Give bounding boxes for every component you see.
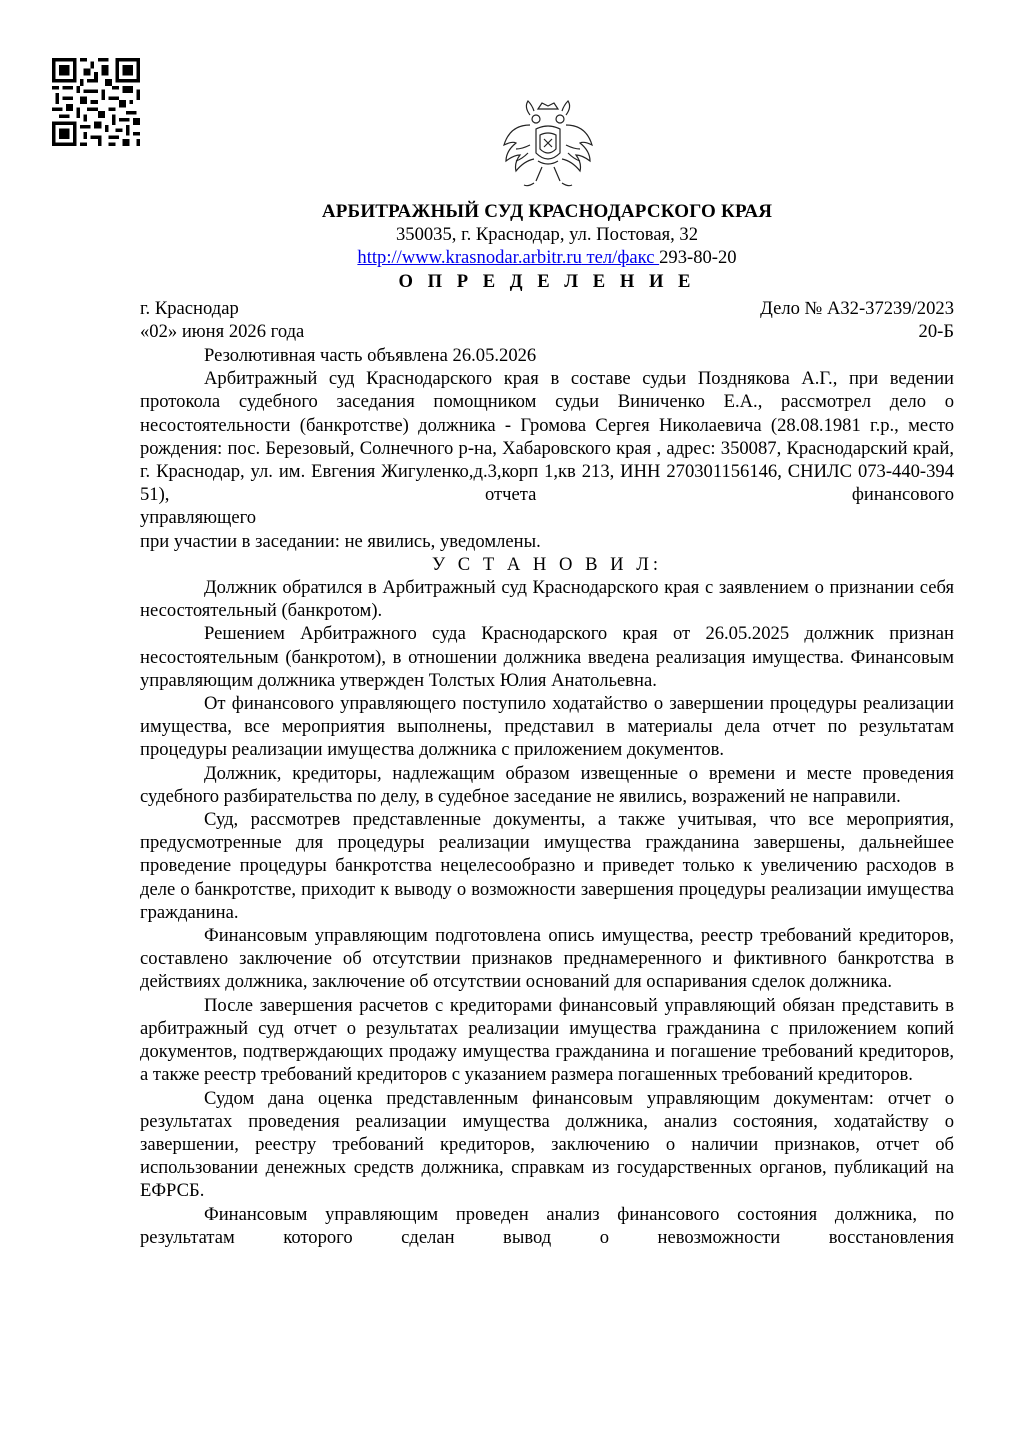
paragraph-decision: Решением Арбитражного суда Краснодарского края от 26.05.2025 должник признан несостоятельным (банкротом), в отношении должника введена реализация имущества. Финансовым управляющим должника утвержден Толстых Юлия Анатольевна. [140, 623, 954, 691]
paragraph-inventory: Финансовым управляющим подготовлена опись имущества, реестр требований кредиторов, составлено заключение об отсутствии признаков преднамеренного и фиктивного банкротства в действиях должника, заключение об отсутствии оснований для оспаривания сделок должника. [140, 925, 954, 993]
court-address: 350035, г. Краснодар, ул. Постовая, 32 [395, 224, 699, 246]
paragraph-petition: От финансового управляющего поступило ходатайство о завершении процедуры реализации имущества, все мероприятия выполнены, представил в материалы дела отчет по результатам процедуры реализации имущества должника с приложением документов. [140, 693, 954, 761]
document-body [140, 344, 954, 1249]
paragraph-attendance: при участии в заседании: не явились, уведомлены. [140, 530, 541, 552]
paragraph-financial-analysis: Финансовым управляющим проведен анализ финансового состояния должника, по результатам которого сделан вывод о невозможности восстановления [140, 1203, 954, 1248]
case-suffix: 20-Б [918, 321, 954, 342]
paragraph-debtor-application: Должник обратился в Арбитражный суд Краснодарского края с заявлением о признании себя несостоятельный (банкротом). [140, 577, 954, 622]
document-date: «02» июня 2026 года [140, 321, 305, 342]
paragraph-evaluation: Судом дана оценка представленным финансовым управляющим документам: отчет о результатах проведения реализации имущества должника, анализ состояния, ходатайству о завершении, реестру требований кредиторов, заключению о наличии признаков, отчет об использовании денежных средств должника, справкам из государственных органов, публикаций на ЕФРСБ. [140, 1087, 954, 1202]
paragraph-settlements: После завершения расчетов с кредиторами финансовый управляющий обязан представить в арбитражный суд отчет о результатах реализации имущества гражданина с приложением копий документов, подтверждающих продажу имущества гражданина и погашение требований кредиторов, а также реестр требований кредиторов с указанием размера погашенных требований кредиторов. [140, 994, 954, 1086]
court-contacts [140, 246, 954, 269]
paragraph-notification: Должник, кредиторы, надлежащим образом извещенные о времени и месте проведения судебного разбирательства по делу, в судебное заседание не явились, возражений не направили. [140, 762, 954, 807]
section-established-title: У С Т А Н О В И Л: [431, 553, 662, 575]
court-phone: 293-80-20 [659, 247, 737, 269]
paragraph-operative-part: Резолютивная часть объявлена 26.05.2026 [204, 345, 537, 366]
document-type-title: О П Р Е Д Е Л Е Н И Е [398, 270, 696, 292]
meta-row-2 [140, 320, 954, 343]
city: г. Краснодар [140, 298, 239, 319]
qr-code-icon [52, 58, 140, 146]
court-website-link[interactable]: http://www.krasnodar.arbitr.ru [357, 247, 582, 269]
court-name: АРБИТРАЖНЫЙ СУД КРАСНОДАРСКОГО КРАЯ [321, 201, 773, 222]
paragraph-court-composition: Арбитражный суд Краснодарского края в составе судьи Позднякова А.Г., при ведении протокола судебного заседания помощником судьи Виниченко Е.А., рассмотрел дело о несостоятельности (банкротстве) должника - Громова Сергея Николаевича (28.08.1981 г.р., место рождения: пос. Березовый, Солнечного р-на, Хабаровского края , адрес: 350087, Краснодарский край, г. Краснодар, ул. им. Евгения Жигуленко,д.3,корп 1,кв 213, ИНН 270301156146, СНИЛС 073-440-394 51), отчета финансового [140, 368, 954, 506]
coat-of-arms-emblem-icon [500, 95, 596, 195]
court-header [140, 200, 954, 293]
case-number: Дело № А32-37239/2023 [760, 298, 954, 319]
paragraph-court-review: Суд, рассмотрев представленные документы, а также учитывая, что все мероприятия, предусмотренные для процедуры реализации имущества гражданина завершены, дальнейшее проведение процедуры банкротства нецелесообразно и приведет только к увеличению расходов в деле о банкротстве, приходит к выводу о возможности завершения процедуры реализации имущества гражданина. [140, 809, 954, 923]
paragraph-court-composition-end: управляющего [140, 507, 257, 529]
meta-row-1 [140, 297, 954, 320]
phone-label: тел/факс [581, 247, 660, 269]
